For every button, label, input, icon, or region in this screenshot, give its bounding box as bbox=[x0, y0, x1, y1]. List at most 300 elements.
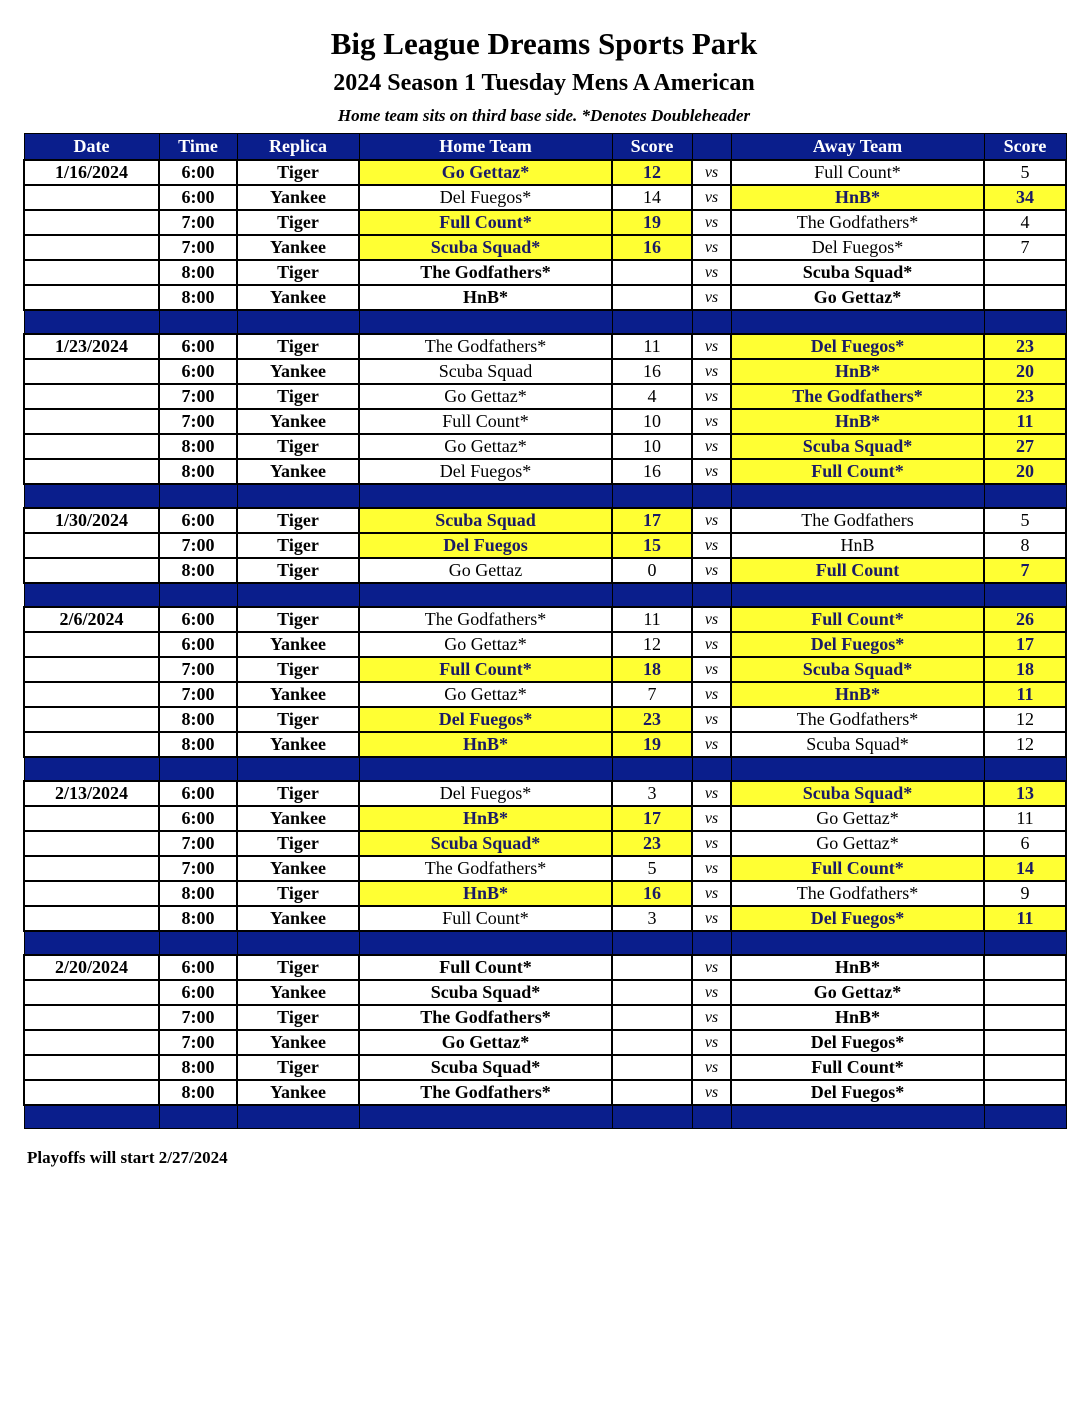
home-team-cell: HnB* bbox=[359, 732, 612, 757]
table-row bbox=[24, 210, 1066, 235]
time-cell: 8:00 bbox=[159, 881, 237, 906]
replica-field-cell: Yankee bbox=[237, 906, 359, 931]
separator-cell bbox=[612, 310, 692, 334]
home-score-cell: 17 bbox=[612, 508, 692, 533]
away-team-cell: HnB* bbox=[731, 955, 984, 980]
vs-cell: vs bbox=[692, 955, 731, 980]
away-team-cell: Go Gettaz* bbox=[731, 285, 984, 310]
separator-cell bbox=[24, 310, 159, 334]
home-score-cell: 12 bbox=[612, 632, 692, 657]
home-score-cell: 3 bbox=[612, 781, 692, 806]
home-score-cell: 16 bbox=[612, 235, 692, 260]
date-cell bbox=[24, 632, 159, 657]
separator-cell bbox=[692, 583, 731, 607]
replica-field-cell: Yankee bbox=[237, 856, 359, 881]
date-cell bbox=[24, 285, 159, 310]
away-team-cell: The Godfathers* bbox=[731, 707, 984, 732]
table-row bbox=[24, 955, 1066, 980]
table-row bbox=[24, 632, 1066, 657]
col-header-away-score: Score bbox=[984, 134, 1066, 161]
separator-cell bbox=[24, 484, 159, 508]
table-row bbox=[24, 260, 1066, 285]
time-cell: 6:00 bbox=[159, 781, 237, 806]
date-cell bbox=[24, 185, 159, 210]
time-cell: 8:00 bbox=[159, 906, 237, 931]
vs-cell: vs bbox=[692, 806, 731, 831]
away-score-cell: 5 bbox=[984, 508, 1066, 533]
replica-field-cell: Yankee bbox=[237, 409, 359, 434]
home-team-cell: Go Gettaz* bbox=[359, 160, 612, 185]
time-cell: 8:00 bbox=[159, 558, 237, 583]
home-score-cell bbox=[612, 1005, 692, 1030]
time-cell: 6:00 bbox=[159, 980, 237, 1005]
home-score-cell: 19 bbox=[612, 732, 692, 757]
away-score-cell bbox=[984, 260, 1066, 285]
vs-cell: vs bbox=[692, 856, 731, 881]
week-separator-row bbox=[24, 310, 1066, 334]
separator-cell bbox=[692, 484, 731, 508]
table-row bbox=[24, 831, 1066, 856]
date-cell: 1/30/2024 bbox=[24, 508, 159, 533]
replica-field-cell: Yankee bbox=[237, 682, 359, 707]
table-row bbox=[24, 160, 1066, 185]
replica-field-cell: Tiger bbox=[237, 384, 359, 409]
away-team-cell: Full Count* bbox=[731, 856, 984, 881]
separator-cell bbox=[237, 583, 359, 607]
time-cell: 8:00 bbox=[159, 459, 237, 484]
time-cell: 8:00 bbox=[159, 707, 237, 732]
away-team-cell: Del Fuegos* bbox=[731, 632, 984, 657]
vs-cell: vs bbox=[692, 533, 731, 558]
replica-field-cell: Tiger bbox=[237, 707, 359, 732]
table-row bbox=[24, 434, 1066, 459]
replica-field-cell: Yankee bbox=[237, 980, 359, 1005]
away-team-cell: HnB* bbox=[731, 1005, 984, 1030]
home-score-cell bbox=[612, 1055, 692, 1080]
vs-cell: vs bbox=[692, 607, 731, 632]
away-team-cell: Full Count* bbox=[731, 1055, 984, 1080]
week-separator-row bbox=[24, 484, 1066, 508]
home-score-cell: 23 bbox=[612, 707, 692, 732]
time-cell: 7:00 bbox=[159, 533, 237, 558]
doubleheader-note: Home team sits on third base side. *Denotes Doubleheader bbox=[337, 106, 751, 125]
separator-cell bbox=[692, 310, 731, 334]
separator-cell bbox=[984, 1105, 1066, 1129]
replica-field-cell: Tiger bbox=[237, 607, 359, 632]
time-cell: 7:00 bbox=[159, 210, 237, 235]
time-cell: 8:00 bbox=[159, 260, 237, 285]
home-score-cell: 23 bbox=[612, 831, 692, 856]
table-row bbox=[24, 781, 1066, 806]
separator-cell bbox=[24, 757, 159, 781]
home-team-cell: Go Gettaz* bbox=[359, 434, 612, 459]
separator-cell bbox=[731, 757, 984, 781]
away-score-cell bbox=[984, 1080, 1066, 1105]
date-cell bbox=[24, 980, 159, 1005]
home-team-cell: Go Gettaz* bbox=[359, 1030, 612, 1055]
away-score-cell: 6 bbox=[984, 831, 1066, 856]
col-header-home-team: Home Team bbox=[359, 134, 612, 161]
home-team-cell: Go Gettaz* bbox=[359, 632, 612, 657]
table-row bbox=[24, 806, 1066, 831]
col-header-home-score: Score bbox=[612, 134, 692, 161]
table-row bbox=[24, 285, 1066, 310]
table-row bbox=[24, 881, 1066, 906]
vs-cell: vs bbox=[692, 1005, 731, 1030]
table-row bbox=[24, 459, 1066, 484]
date-cell bbox=[24, 260, 159, 285]
away-team-cell: Del Fuegos* bbox=[731, 334, 984, 359]
away-score-cell: 14 bbox=[984, 856, 1066, 881]
time-cell: 6:00 bbox=[159, 508, 237, 533]
home-team-cell: Scuba Squad bbox=[359, 359, 612, 384]
time-cell: 6:00 bbox=[159, 160, 237, 185]
away-team-cell: Del Fuegos* bbox=[731, 1080, 984, 1105]
home-team-cell: Full Count* bbox=[359, 657, 612, 682]
away-score-cell bbox=[984, 285, 1066, 310]
week-separator-row bbox=[24, 931, 1066, 955]
date-cell bbox=[24, 732, 159, 757]
replica-field-cell: Yankee bbox=[237, 1080, 359, 1105]
away-team-cell: HnB bbox=[731, 533, 984, 558]
home-team-cell: Del Fuegos* bbox=[359, 707, 612, 732]
vs-cell: vs bbox=[692, 657, 731, 682]
home-score-cell: 10 bbox=[612, 409, 692, 434]
away-score-cell bbox=[984, 1030, 1066, 1055]
date-cell: 2/13/2024 bbox=[24, 781, 159, 806]
vs-cell: vs bbox=[692, 558, 731, 583]
away-team-cell: HnB* bbox=[731, 359, 984, 384]
separator-cell bbox=[612, 757, 692, 781]
vs-cell: vs bbox=[692, 185, 731, 210]
vs-cell: vs bbox=[692, 508, 731, 533]
time-cell: 6:00 bbox=[159, 607, 237, 632]
separator-cell bbox=[692, 1105, 731, 1129]
date-cell bbox=[24, 657, 159, 682]
replica-field-cell: Tiger bbox=[237, 508, 359, 533]
home-team-cell: Full Count* bbox=[359, 955, 612, 980]
table-row bbox=[24, 856, 1066, 881]
separator-cell bbox=[24, 1105, 159, 1129]
home-score-cell: 12 bbox=[612, 160, 692, 185]
separator-cell bbox=[359, 1105, 612, 1129]
separator-cell bbox=[359, 931, 612, 955]
date-cell bbox=[24, 409, 159, 434]
time-cell: 7:00 bbox=[159, 235, 237, 260]
date-cell bbox=[24, 707, 159, 732]
away-team-cell: Full Count* bbox=[731, 459, 984, 484]
page-title: Big League Dreams Sports Park bbox=[330, 26, 758, 61]
vs-cell: vs bbox=[692, 285, 731, 310]
home-team-cell: Go Gettaz bbox=[359, 558, 612, 583]
home-score-cell: 10 bbox=[612, 434, 692, 459]
home-score-cell bbox=[612, 1030, 692, 1055]
home-team-cell: HnB* bbox=[359, 881, 612, 906]
replica-field-cell: Tiger bbox=[237, 1055, 359, 1080]
time-cell: 6:00 bbox=[159, 632, 237, 657]
away-score-cell: 11 bbox=[984, 806, 1066, 831]
date-cell bbox=[24, 1080, 159, 1105]
time-cell: 8:00 bbox=[159, 732, 237, 757]
replica-field-cell: Tiger bbox=[237, 781, 359, 806]
vs-cell: vs bbox=[692, 459, 731, 484]
away-team-cell: HnB* bbox=[731, 185, 984, 210]
home-team-cell: Del Fuegos* bbox=[359, 781, 612, 806]
away-score-cell: 13 bbox=[984, 781, 1066, 806]
away-score-cell: 23 bbox=[984, 384, 1066, 409]
replica-field-cell: Tiger bbox=[237, 955, 359, 980]
table-row bbox=[24, 682, 1066, 707]
schedule-table-wrapper bbox=[23, 133, 1065, 1129]
away-score-cell bbox=[984, 955, 1066, 980]
away-score-cell: 26 bbox=[984, 607, 1066, 632]
away-team-cell: Full Count* bbox=[731, 607, 984, 632]
table-row bbox=[24, 607, 1066, 632]
away-team-cell: HnB* bbox=[731, 682, 984, 707]
vs-cell: vs bbox=[692, 831, 731, 856]
separator-cell bbox=[692, 757, 731, 781]
date-cell bbox=[24, 434, 159, 459]
away-team-cell: Go Gettaz* bbox=[731, 806, 984, 831]
vs-cell: vs bbox=[692, 1080, 731, 1105]
away-team-cell: Scuba Squad* bbox=[731, 260, 984, 285]
away-team-cell: Del Fuegos* bbox=[731, 1030, 984, 1055]
home-team-cell: Del Fuegos* bbox=[359, 459, 612, 484]
table-row bbox=[24, 1080, 1066, 1105]
home-score-cell: 5 bbox=[612, 856, 692, 881]
home-score-cell: 15 bbox=[612, 533, 692, 558]
table-row bbox=[24, 1005, 1066, 1030]
vs-cell: vs bbox=[692, 1030, 731, 1055]
time-cell: 8:00 bbox=[159, 1055, 237, 1080]
home-score-cell: 4 bbox=[612, 384, 692, 409]
vs-cell: vs bbox=[692, 260, 731, 285]
vs-cell: vs bbox=[692, 632, 731, 657]
separator-cell bbox=[984, 757, 1066, 781]
time-cell: 6:00 bbox=[159, 334, 237, 359]
vs-cell: vs bbox=[692, 1055, 731, 1080]
col-header-date: Date bbox=[24, 134, 159, 161]
away-score-cell bbox=[984, 1005, 1066, 1030]
away-score-cell: 5 bbox=[984, 160, 1066, 185]
col-header-vs bbox=[692, 134, 731, 161]
table-row bbox=[24, 906, 1066, 931]
away-team-cell: The Godfathers* bbox=[731, 881, 984, 906]
home-team-cell: Full Count* bbox=[359, 906, 612, 931]
table-row bbox=[24, 980, 1066, 1005]
away-score-cell: 4 bbox=[984, 210, 1066, 235]
away-team-cell: Del Fuegos* bbox=[731, 235, 984, 260]
home-score-cell: 17 bbox=[612, 806, 692, 831]
date-cell bbox=[24, 558, 159, 583]
home-team-cell: HnB* bbox=[359, 806, 612, 831]
date-cell bbox=[24, 1005, 159, 1030]
away-team-cell: Scuba Squad* bbox=[731, 434, 984, 459]
away-score-cell: 12 bbox=[984, 707, 1066, 732]
separator-cell bbox=[159, 931, 237, 955]
away-team-cell: The Godfathers bbox=[731, 508, 984, 533]
separator-cell bbox=[359, 310, 612, 334]
home-score-cell: 18 bbox=[612, 657, 692, 682]
date-cell: 2/6/2024 bbox=[24, 607, 159, 632]
home-team-cell: The Godfathers* bbox=[359, 1005, 612, 1030]
home-team-cell: The Godfathers* bbox=[359, 607, 612, 632]
separator-cell bbox=[984, 583, 1066, 607]
home-score-cell: 16 bbox=[612, 359, 692, 384]
home-score-cell: 16 bbox=[612, 459, 692, 484]
away-team-cell: Go Gettaz* bbox=[731, 831, 984, 856]
table-row bbox=[24, 657, 1066, 682]
away-score-cell: 17 bbox=[984, 632, 1066, 657]
week-separator-row bbox=[24, 583, 1066, 607]
away-team-cell: Scuba Squad* bbox=[731, 657, 984, 682]
time-cell: 7:00 bbox=[159, 1030, 237, 1055]
col-header-time: Time bbox=[159, 134, 237, 161]
time-cell: 7:00 bbox=[159, 657, 237, 682]
date-cell bbox=[24, 1055, 159, 1080]
replica-field-cell: Yankee bbox=[237, 806, 359, 831]
replica-field-cell: Tiger bbox=[237, 210, 359, 235]
replica-field-cell: Tiger bbox=[237, 831, 359, 856]
replica-field-cell: Tiger bbox=[237, 260, 359, 285]
date-cell bbox=[24, 459, 159, 484]
time-cell: 8:00 bbox=[159, 1080, 237, 1105]
schedule-table bbox=[23, 133, 1067, 1129]
date-cell bbox=[24, 384, 159, 409]
table-row bbox=[24, 732, 1066, 757]
home-team-cell: Scuba Squad bbox=[359, 508, 612, 533]
date-cell bbox=[24, 906, 159, 931]
separator-cell bbox=[731, 310, 984, 334]
away-score-cell: 7 bbox=[984, 235, 1066, 260]
away-score-cell bbox=[984, 980, 1066, 1005]
table-row bbox=[24, 1055, 1066, 1080]
home-score-cell bbox=[612, 955, 692, 980]
away-score-cell: 9 bbox=[984, 881, 1066, 906]
table-row bbox=[24, 384, 1066, 409]
home-team-cell: Full Count* bbox=[359, 409, 612, 434]
home-team-cell: Go Gettaz* bbox=[359, 682, 612, 707]
table-row bbox=[24, 707, 1066, 732]
week-separator-row bbox=[24, 1105, 1066, 1129]
home-score-cell bbox=[612, 1080, 692, 1105]
separator-cell bbox=[359, 583, 612, 607]
table-row bbox=[24, 558, 1066, 583]
separator-cell bbox=[692, 931, 731, 955]
vs-cell: vs bbox=[692, 384, 731, 409]
home-team-cell: Scuba Squad* bbox=[359, 235, 612, 260]
away-score-cell: 18 bbox=[984, 657, 1066, 682]
date-cell bbox=[24, 235, 159, 260]
away-score-cell: 7 bbox=[984, 558, 1066, 583]
away-score-cell: 12 bbox=[984, 732, 1066, 757]
away-team-cell: Scuba Squad* bbox=[731, 732, 984, 757]
col-header-replica: Replica bbox=[237, 134, 359, 161]
time-cell: 6:00 bbox=[159, 359, 237, 384]
vs-cell: vs bbox=[692, 682, 731, 707]
vs-cell: vs bbox=[692, 434, 731, 459]
date-cell bbox=[24, 1030, 159, 1055]
date-cell bbox=[24, 881, 159, 906]
separator-cell bbox=[612, 1105, 692, 1129]
table-row bbox=[24, 185, 1066, 210]
separator-cell bbox=[24, 931, 159, 955]
separator-cell bbox=[237, 931, 359, 955]
date-cell bbox=[24, 806, 159, 831]
home-score-cell bbox=[612, 285, 692, 310]
time-cell: 8:00 bbox=[159, 285, 237, 310]
away-score-cell: 20 bbox=[984, 359, 1066, 384]
home-team-cell: The Godfathers* bbox=[359, 1080, 612, 1105]
vs-cell: vs bbox=[692, 235, 731, 260]
away-score-cell: 20 bbox=[984, 459, 1066, 484]
table-header-row bbox=[24, 134, 1066, 161]
home-team-cell: Del Fuegos* bbox=[359, 185, 612, 210]
date-cell bbox=[24, 682, 159, 707]
away-score-cell: 8 bbox=[984, 533, 1066, 558]
separator-cell bbox=[24, 583, 159, 607]
vs-cell: vs bbox=[692, 359, 731, 384]
home-score-cell: 7 bbox=[612, 682, 692, 707]
table-row bbox=[24, 235, 1066, 260]
away-score-cell: 11 bbox=[984, 682, 1066, 707]
vs-cell: vs bbox=[692, 781, 731, 806]
table-row bbox=[24, 334, 1066, 359]
time-cell: 7:00 bbox=[159, 409, 237, 434]
home-team-cell: HnB* bbox=[359, 285, 612, 310]
separator-cell bbox=[984, 484, 1066, 508]
separator-cell bbox=[237, 484, 359, 508]
separator-cell bbox=[359, 484, 612, 508]
away-team-cell: Go Gettaz* bbox=[731, 980, 984, 1005]
time-cell: 7:00 bbox=[159, 856, 237, 881]
time-cell: 7:00 bbox=[159, 1005, 237, 1030]
time-cell: 8:00 bbox=[159, 434, 237, 459]
home-score-cell: 3 bbox=[612, 906, 692, 931]
replica-field-cell: Yankee bbox=[237, 732, 359, 757]
separator-cell bbox=[159, 1105, 237, 1129]
replica-field-cell: Tiger bbox=[237, 434, 359, 459]
week-separator-row bbox=[24, 757, 1066, 781]
date-cell: 1/23/2024 bbox=[24, 334, 159, 359]
separator-cell bbox=[159, 757, 237, 781]
table-row bbox=[24, 508, 1066, 533]
separator-cell bbox=[731, 931, 984, 955]
home-score-cell: 11 bbox=[612, 334, 692, 359]
vs-cell: vs bbox=[692, 334, 731, 359]
replica-field-cell: Yankee bbox=[237, 632, 359, 657]
vs-cell: vs bbox=[692, 881, 731, 906]
home-team-cell: Scuba Squad* bbox=[359, 980, 612, 1005]
away-team-cell: The Godfathers* bbox=[731, 384, 984, 409]
replica-field-cell: Yankee bbox=[237, 1030, 359, 1055]
vs-cell: vs bbox=[692, 906, 731, 931]
home-score-cell bbox=[612, 980, 692, 1005]
home-team-cell: Go Gettaz* bbox=[359, 384, 612, 409]
table-row bbox=[24, 1030, 1066, 1055]
separator-cell bbox=[359, 757, 612, 781]
separator-cell bbox=[984, 931, 1066, 955]
replica-field-cell: Tiger bbox=[237, 160, 359, 185]
page-subtitle: 2024 Season 1 Tuesday Mens A American bbox=[333, 70, 755, 96]
replica-field-cell: Tiger bbox=[237, 1005, 359, 1030]
away-score-cell: 34 bbox=[984, 185, 1066, 210]
away-team-cell: Full Count bbox=[731, 558, 984, 583]
date-cell: 1/16/2024 bbox=[24, 160, 159, 185]
replica-field-cell: Yankee bbox=[237, 359, 359, 384]
replica-field-cell: Yankee bbox=[237, 235, 359, 260]
away-team-cell: Scuba Squad* bbox=[731, 781, 984, 806]
